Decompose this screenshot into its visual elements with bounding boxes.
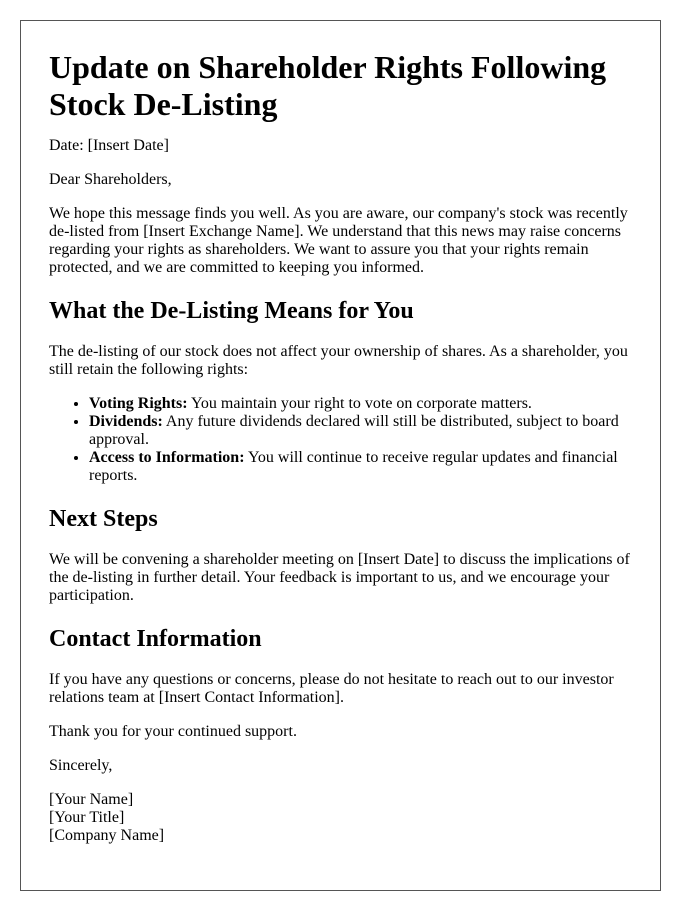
section-heading-next-steps: Next Steps (49, 506, 158, 532)
letter (20, 20, 661, 891)
date-line: Date: [Insert Date] (49, 137, 169, 154)
thanks-line: Thank you for your continued support. (49, 723, 297, 740)
signature-title: [Your Title] (49, 809, 125, 826)
right-text: You maintain your right to vote on corporate matters. (187, 395, 532, 412)
right-label: Dividends: (89, 413, 163, 430)
salutation: Dear Shareholders, (49, 171, 172, 188)
list-item (89, 395, 632, 413)
right-label: Voting Rights: (89, 395, 188, 412)
right-text: Any future dividends declared will still be distributed, subject to board approval. (89, 413, 619, 448)
delisting-paragraph: The de-listing of our stock does not affect your ownership of shares. As a shareholder, you still retain the following rights: (49, 343, 628, 378)
list-item (89, 413, 632, 449)
section-heading-delisting: What the De-Listing Means for You (49, 298, 414, 324)
rights-list (49, 395, 632, 485)
section-heading-contact: Contact Information (49, 626, 262, 652)
contact-paragraph: If you have any questions or concerns, please do not hesitate to reach out to our investor relations team at [Insert Contact Information]. (49, 671, 614, 706)
closing-line: Sincerely, (49, 757, 113, 774)
next-steps-paragraph: We will be convening a shareholder meeting on [Insert Date] to discuss the implications of the de-listing in further detail. Your feedback is important to us, and we encourage your participation. (49, 551, 630, 604)
right-label: Access to Information: (89, 449, 245, 466)
letter-title: Update on Shareholder Rights Following Stock De-Listing (49, 49, 607, 122)
intro-paragraph: We hope this message finds you well. As you are aware, our company's stock was recently de-listed from [Insert Exchange Name]. We understand that this news may raise concerns regarding your rights as shareholders. We want to assure you that your rights remain protected, and we are committed to keeping you informed. (49, 205, 628, 276)
right-text: You will continue to receive regular updates and financial reports. (89, 449, 618, 484)
signature-name: [Your Name] (49, 791, 134, 808)
signature-company: [Company Name] (49, 827, 165, 844)
signature-block (49, 791, 632, 845)
list-item (89, 449, 632, 485)
